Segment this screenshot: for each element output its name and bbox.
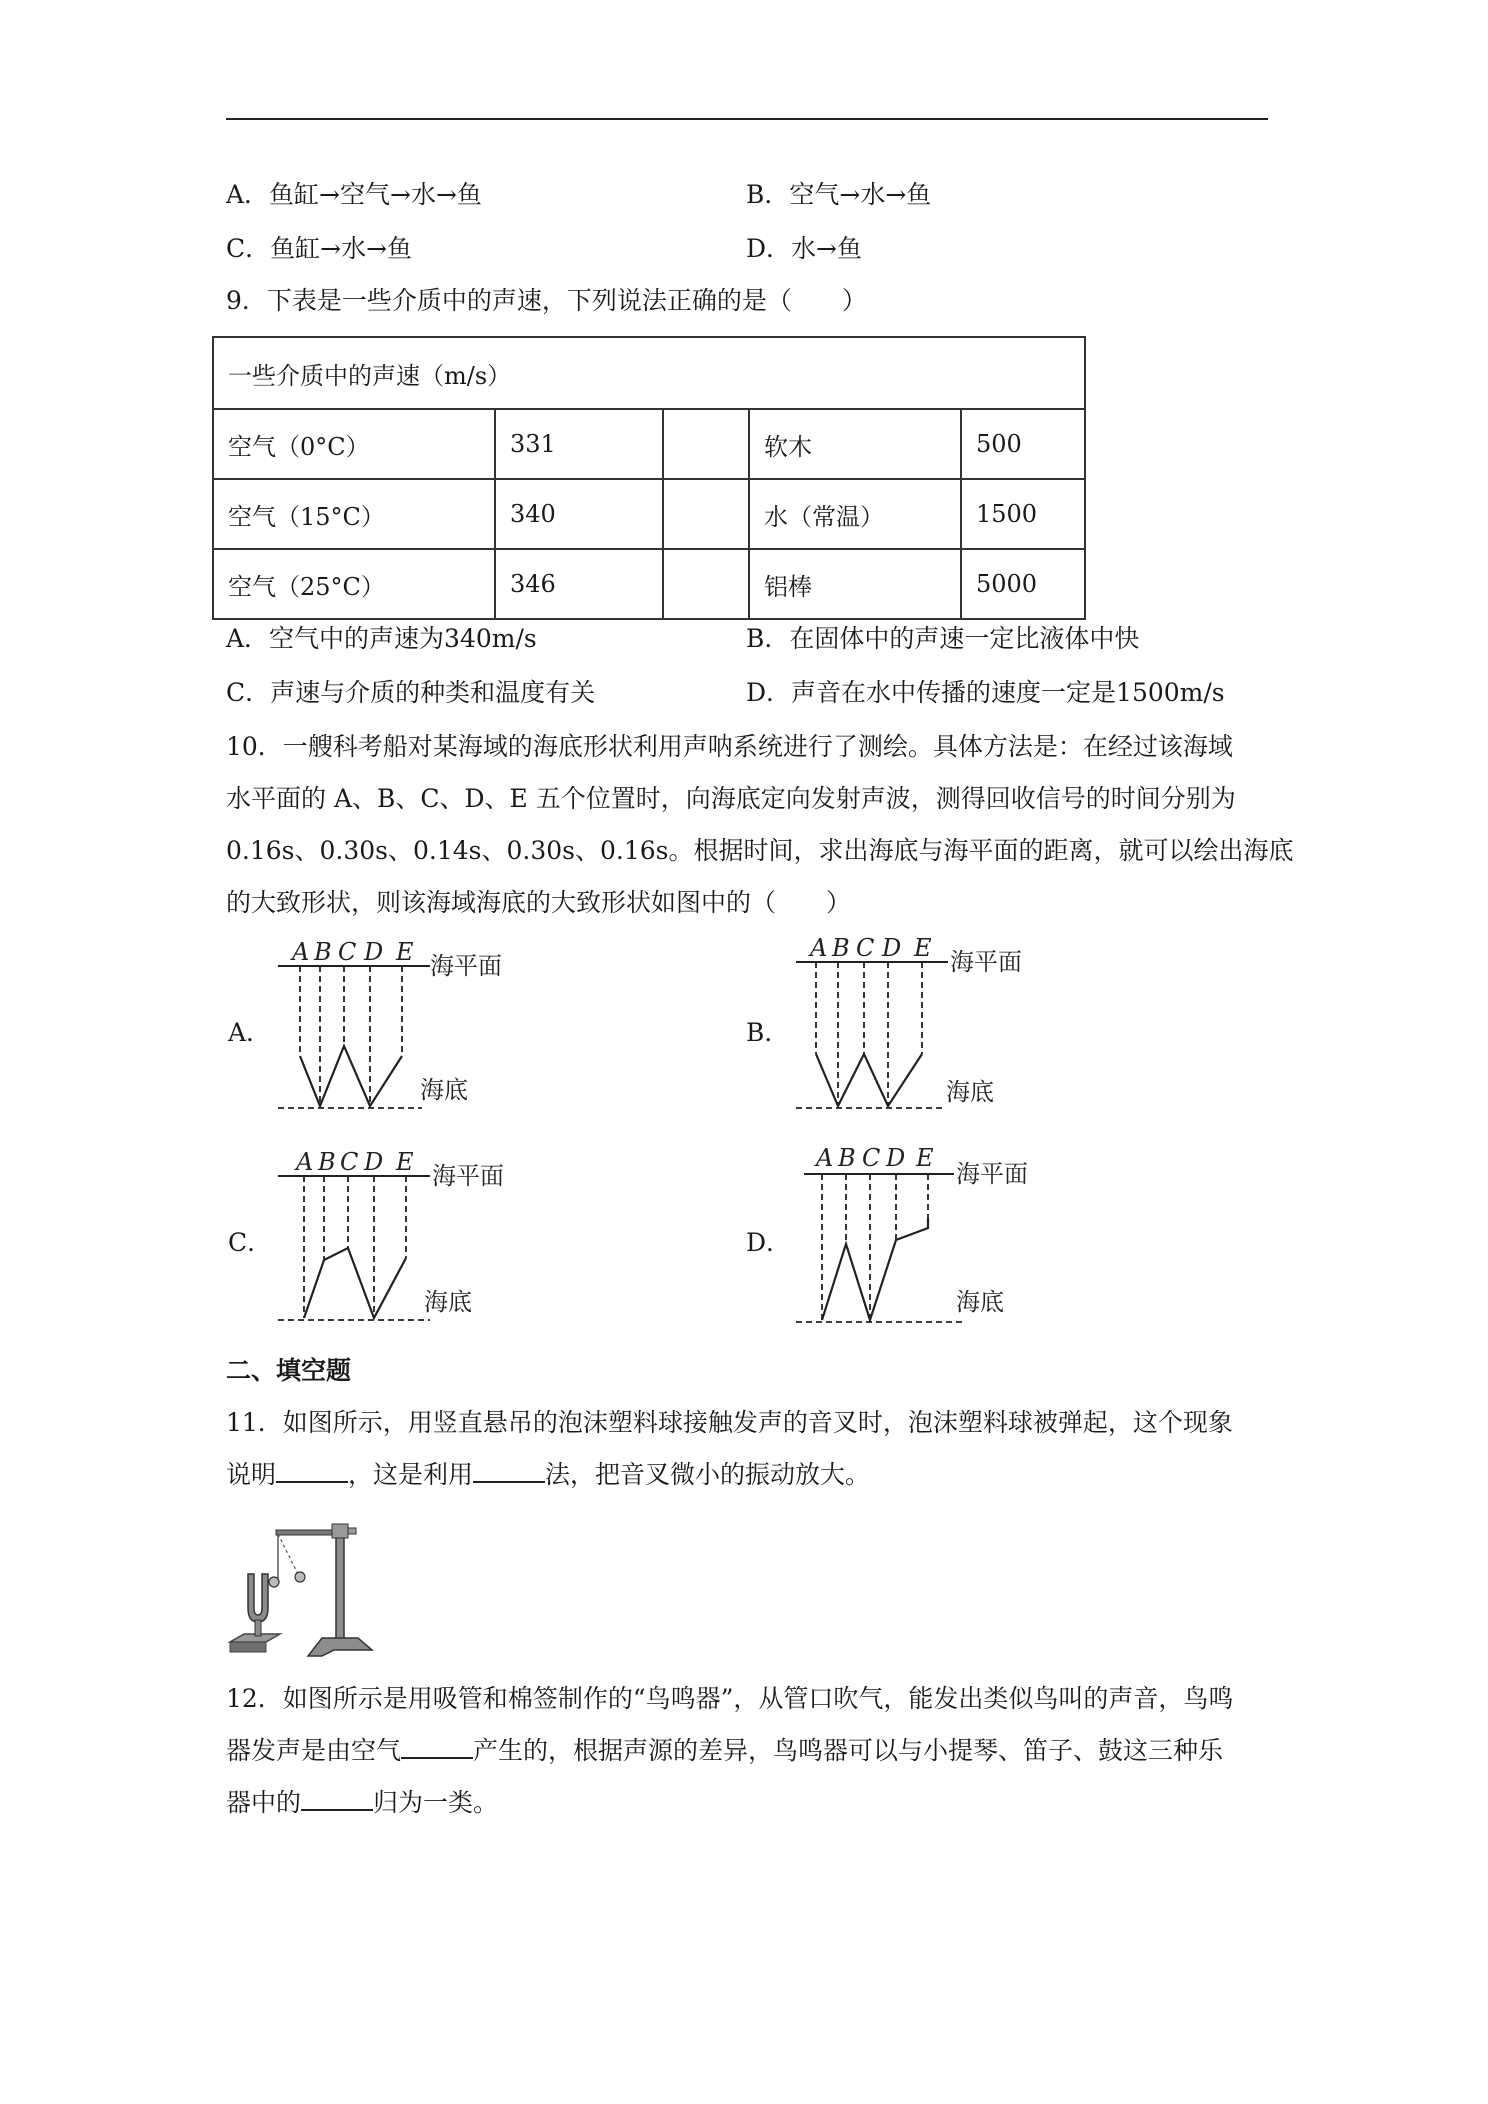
label-point-b: B [832,934,850,962]
table-cell: 空气（0°C） [213,409,495,479]
stand-pole [336,1530,344,1640]
label-point-c: C [338,938,357,966]
q9-option-a: A．空气中的声速为340m/s [226,624,537,653]
q10-line-4: 的大致形状，则该海域海底的大致形状如图中的（ ） [226,888,852,917]
table-cell: 5000 [961,549,1085,619]
header-rule [226,118,1268,120]
tuning-fork [248,1574,268,1622]
table-cell: 空气（15°C） [213,479,495,549]
label-point-b: B [838,1144,856,1172]
label-point-e: E [914,934,932,962]
q11-text-a: 说明 [226,1460,277,1489]
q8-option-a: A．鱼缸→空气→水→鱼 [226,180,482,209]
table-row [213,479,1085,549]
answer-blank-3[interactable] [401,1735,473,1759]
clamp-screw [348,1528,356,1534]
q8-option-d: D．水→鱼 [746,234,862,263]
sea-surface-label: 海平面 [950,948,1022,976]
table-cell: 1500 [961,479,1085,549]
table-cell: 水（常温） [749,479,961,549]
q10-line-2: 水平面的 A、B、C、D、E 五个位置时，向海底定向发射声波，测得回收信号的时间分别为 [226,784,1236,813]
table-row [213,549,1085,619]
q12-line-1: 12．如图所示是用吸管和棉签制作的“鸟鸣器”，从管口吹气，能发出类似鸟叫的声音，鸟鸣 [226,1684,1234,1713]
label-point-e: E [396,938,414,966]
label-point-b: B [314,938,332,966]
table-title: 一些介质中的声速（m/s） [213,337,1085,409]
fork-base-front [230,1642,266,1652]
tuning-fork-figure [226,1510,386,1660]
label-point-d: D [886,1144,906,1172]
answer-blank-4[interactable] [301,1787,373,1811]
q12-text-d: 归为一类。 [373,1788,499,1817]
table-cell: 331 [495,409,663,479]
table-cell: 500 [961,409,1085,479]
label-point-d: D [364,1148,384,1176]
q12-line-3 [226,1786,498,1820]
sea-floor-label: 海底 [946,1078,994,1106]
label-point-c: C [862,1144,881,1172]
stand-arm [276,1530,340,1535]
sea-floor-label: 海底 [956,1288,1004,1316]
foam-ball [269,1577,279,1587]
table-cell-empty [663,409,749,479]
sea-floor-label: 海底 [424,1288,472,1316]
q10-option-b-label: B． [746,1018,790,1047]
section-title: 二、填空题 [226,1356,352,1385]
q12-text-b: 产生的，根据声源的差异，鸟鸣器可以与小提琴、笛子、鼓这三种乐 [473,1736,1224,1765]
label-point-e: E [396,1148,414,1176]
q9-option-d: D．声音在水中传播的速度一定是1500m/s [746,678,1225,707]
sound-speed-table [212,336,1086,620]
sea-surface-label: 海平面 [430,952,502,980]
thread-dashed [278,1534,298,1574]
q11-text-b: ，这是利用 [348,1460,474,1489]
q10-option-a-label: A． [228,1018,272,1047]
label-point-a: A [816,1144,834,1172]
label-point-b: B [318,1148,336,1176]
label-point-d: D [364,938,384,966]
stand-base [308,1638,372,1656]
label-point-c: C [856,934,875,962]
seafloor-figure-c [270,1144,530,1334]
q8-option-c: C．鱼缸→水→鱼 [226,234,413,263]
seafloor-figure-a [270,934,530,1124]
foam-ball-bounced [295,1572,305,1582]
table-cell: 340 [495,479,663,549]
table-cell: 346 [495,549,663,619]
table-row [213,409,1085,479]
answer-blank-2[interactable] [473,1459,545,1483]
q11-text-c: 法，把音叉微小的振动放大。 [545,1460,871,1489]
table-cell-empty [663,479,749,549]
label-point-a: A [810,934,828,962]
q12-line-2 [226,1734,1223,1768]
q10-option-d-label: D． [746,1228,792,1257]
label-point-a: A [292,938,310,966]
q10-option-c-label: C． [228,1228,273,1257]
sea-floor-label: 海底 [420,1076,468,1104]
q12-text-a: 器发声是由空气 [226,1736,402,1765]
stand-clamp [332,1524,348,1538]
q11-line-2 [226,1458,870,1492]
q9-option-c: C．声速与介质的种类和温度有关 [226,678,596,707]
seafloor-figure-b [788,930,1048,1120]
seafloor-figure-d [788,1140,1048,1330]
q11-line-1: 11．如图所示，用竖直悬吊的泡沫塑料球接触发声的音叉时，泡沫塑料球被弹起，这个现象 [226,1408,1233,1437]
table-cell-empty [663,549,749,619]
answer-blank-1[interactable] [276,1459,348,1483]
sea-surface-label: 海平面 [956,1160,1028,1188]
fork-stem [255,1620,261,1636]
table-cell: 空气（25°C） [213,549,495,619]
label-point-a: A [296,1148,314,1176]
label-point-e: E [916,1144,934,1172]
q10-line-3: 0.16s、0.30s、0.14s、0.30s、0.16s。根据时间，求出海底与海平面的距离，就可以绘出海底 [226,836,1294,865]
q8-option-b: B．空气→水→鱼 [746,180,932,209]
sea-surface-label: 海平面 [432,1162,504,1190]
label-point-d: D [882,934,902,962]
q10-line-1: 10．一艘科考船对某海域的海底形状利用声呐系统进行了测绘。具体方法是：在经过该海域 [226,732,1233,761]
q12-text-c: 器中的 [226,1788,302,1817]
table-cell: 软木 [749,409,961,479]
table-cell: 铝棒 [749,549,961,619]
label-point-c: C [340,1148,359,1176]
q9-stem: 9．下表是一些介质中的声速，下列说法正确的是（ ） [226,286,867,315]
q9-option-b: B．在固体中的声速一定比液体中快 [746,624,1140,653]
